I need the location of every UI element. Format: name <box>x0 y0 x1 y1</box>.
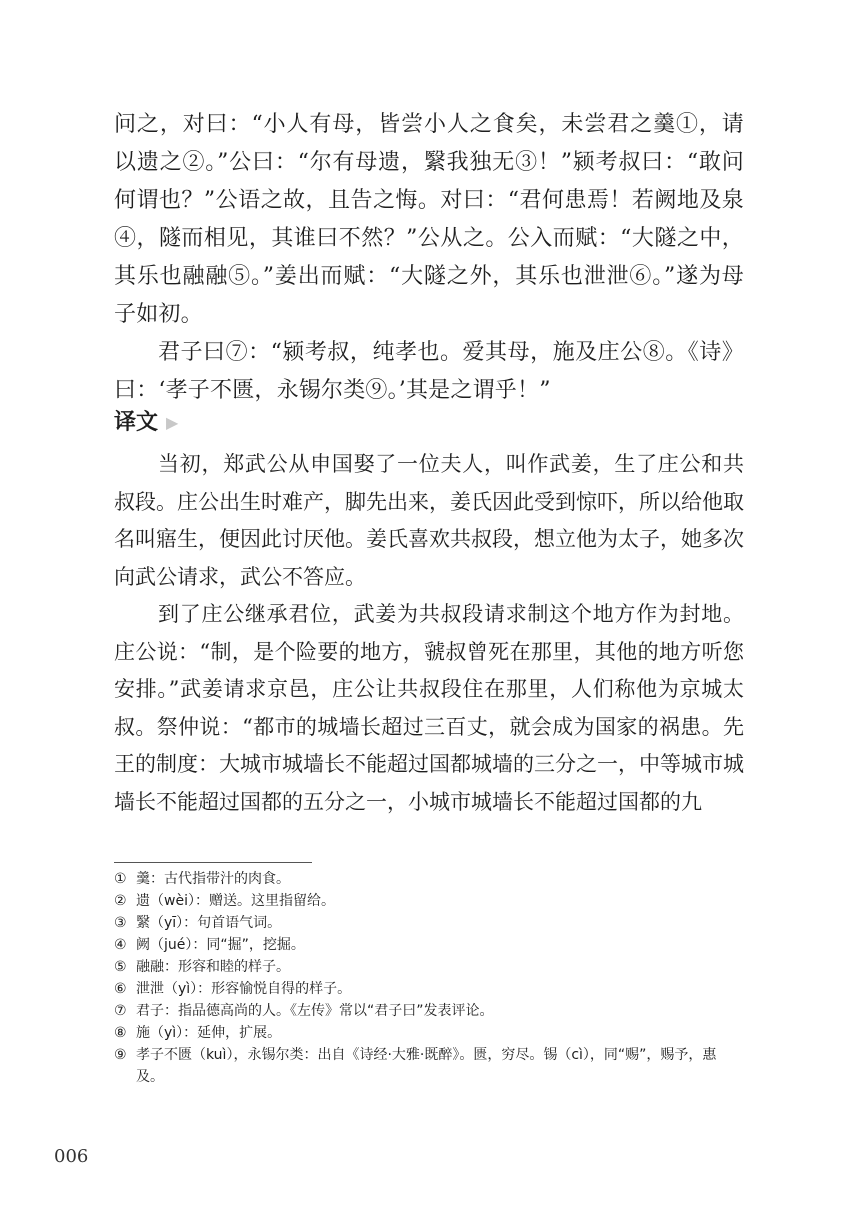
footnote-item <box>114 868 744 890</box>
footnote-text: 阙（jué）：同“掘”，挖掘。 <box>136 937 305 953</box>
footnote-item <box>114 890 744 912</box>
footnote-item <box>114 1000 744 1022</box>
footnote-divider <box>114 862 312 863</box>
original-paragraph: 问之，对曰：“小人有母，皆尝小人之食矣，未尝君之羹①，请以遗之②。”公曰：“尔有母遗，繄我独无③！”颍考叔曰：“敢问何谓也？”公语之故，且告之悔。对曰：“君何患焉！若阙地及泉④，隧而相见，其谁曰不然？”公从之。公入而赋：“大隧之中，其乐也融融⑤。”姜出而赋：“大隧之外，其乐也泄泄⑥。”遂为母子如初。 <box>114 112 744 327</box>
footnote-number: ⑤ <box>114 959 127 975</box>
footnote-text: 繄（yī）：句首语气词。 <box>136 915 282 931</box>
translation-heading <box>114 408 178 439</box>
footnote-number: ⑥ <box>114 981 127 997</box>
footnote-text: 泄泄（yì）：形容愉悦自得的样子。 <box>136 981 352 997</box>
footnote-item <box>114 978 744 1000</box>
footnote-number: ③ <box>114 915 127 931</box>
footnote-text: 施（yì）：延伸，扩展。 <box>136 1025 282 1041</box>
footnotes <box>114 868 744 1088</box>
original-paragraph: 君子曰⑦：“颍考叔，纯孝也。爱其母，施及庄公⑧。《诗》曰：‘孝子不匮，永锡尔类⑨。’其是之谓乎！” <box>114 340 744 403</box>
footnote-text: 孝子不匮（kuì），永锡尔类：出自《诗经·大雅·既醉》。匮，穷尽。锡（cì），同“赐”，赐予，惠及。 <box>136 1047 717 1085</box>
footnote-item <box>114 934 744 956</box>
translation-text <box>114 446 744 821</box>
translation-heading-label: 译文 <box>114 410 159 435</box>
footnote-number: ② <box>114 893 127 909</box>
triangle-right-icon: ▶ <box>166 413 179 432</box>
footnote-item <box>114 1022 744 1044</box>
footnote-item <box>114 956 744 978</box>
footnote-number: ④ <box>114 937 127 953</box>
footnote-number: ⑨ <box>114 1047 127 1063</box>
footnote-item <box>114 912 744 934</box>
footnote-text: 融融：形容和睦的样子。 <box>136 959 290 975</box>
footnote-number: ① <box>114 871 127 887</box>
footnote-text: 君子：指品德高尚的人。《左传》常以“君子曰”发表评论。 <box>136 1003 494 1019</box>
footnote-number: ⑦ <box>114 1003 127 1019</box>
footnote-text: 遗（wèi）：赠送。这里指留给。 <box>136 893 335 909</box>
original-text <box>114 106 744 410</box>
translation-paragraph: 到了庄公继承君位，武姜为共叔段请求制这个地方作为封地。庄公说：“制，是个险要的地方，虢叔曾死在那里，其他的地方听您安排。”武姜请求京邑，庄公让共叔段住在那里，人们称他为京城太叔。祭仲说：“都市的城墙长超过三百丈，就会成为国家的祸患。先王的制度：大城市城墙长不能超过国都城墙的三分之一，中等城市城墙长不能超过国都的五分之一，小城市城墙长不能超过国都的九 <box>114 602 744 814</box>
page-number: 006 <box>54 1146 89 1167</box>
footnote-number: ⑧ <box>114 1025 127 1041</box>
footnote-text: 羹：古代指带汁的肉食。 <box>136 871 290 887</box>
footnote-item <box>114 1044 744 1088</box>
translation-paragraph: 当初，郑武公从申国娶了一位夫人，叫作武姜，生了庄公和共叔段。庄公出生时难产，脚先出来，姜氏因此受到惊吓，所以给他取名叫寤生，便因此讨厌他。姜氏喜欢共叔段，想立他为太子，她多次向武公请求，武公不答应。 <box>114 452 744 589</box>
